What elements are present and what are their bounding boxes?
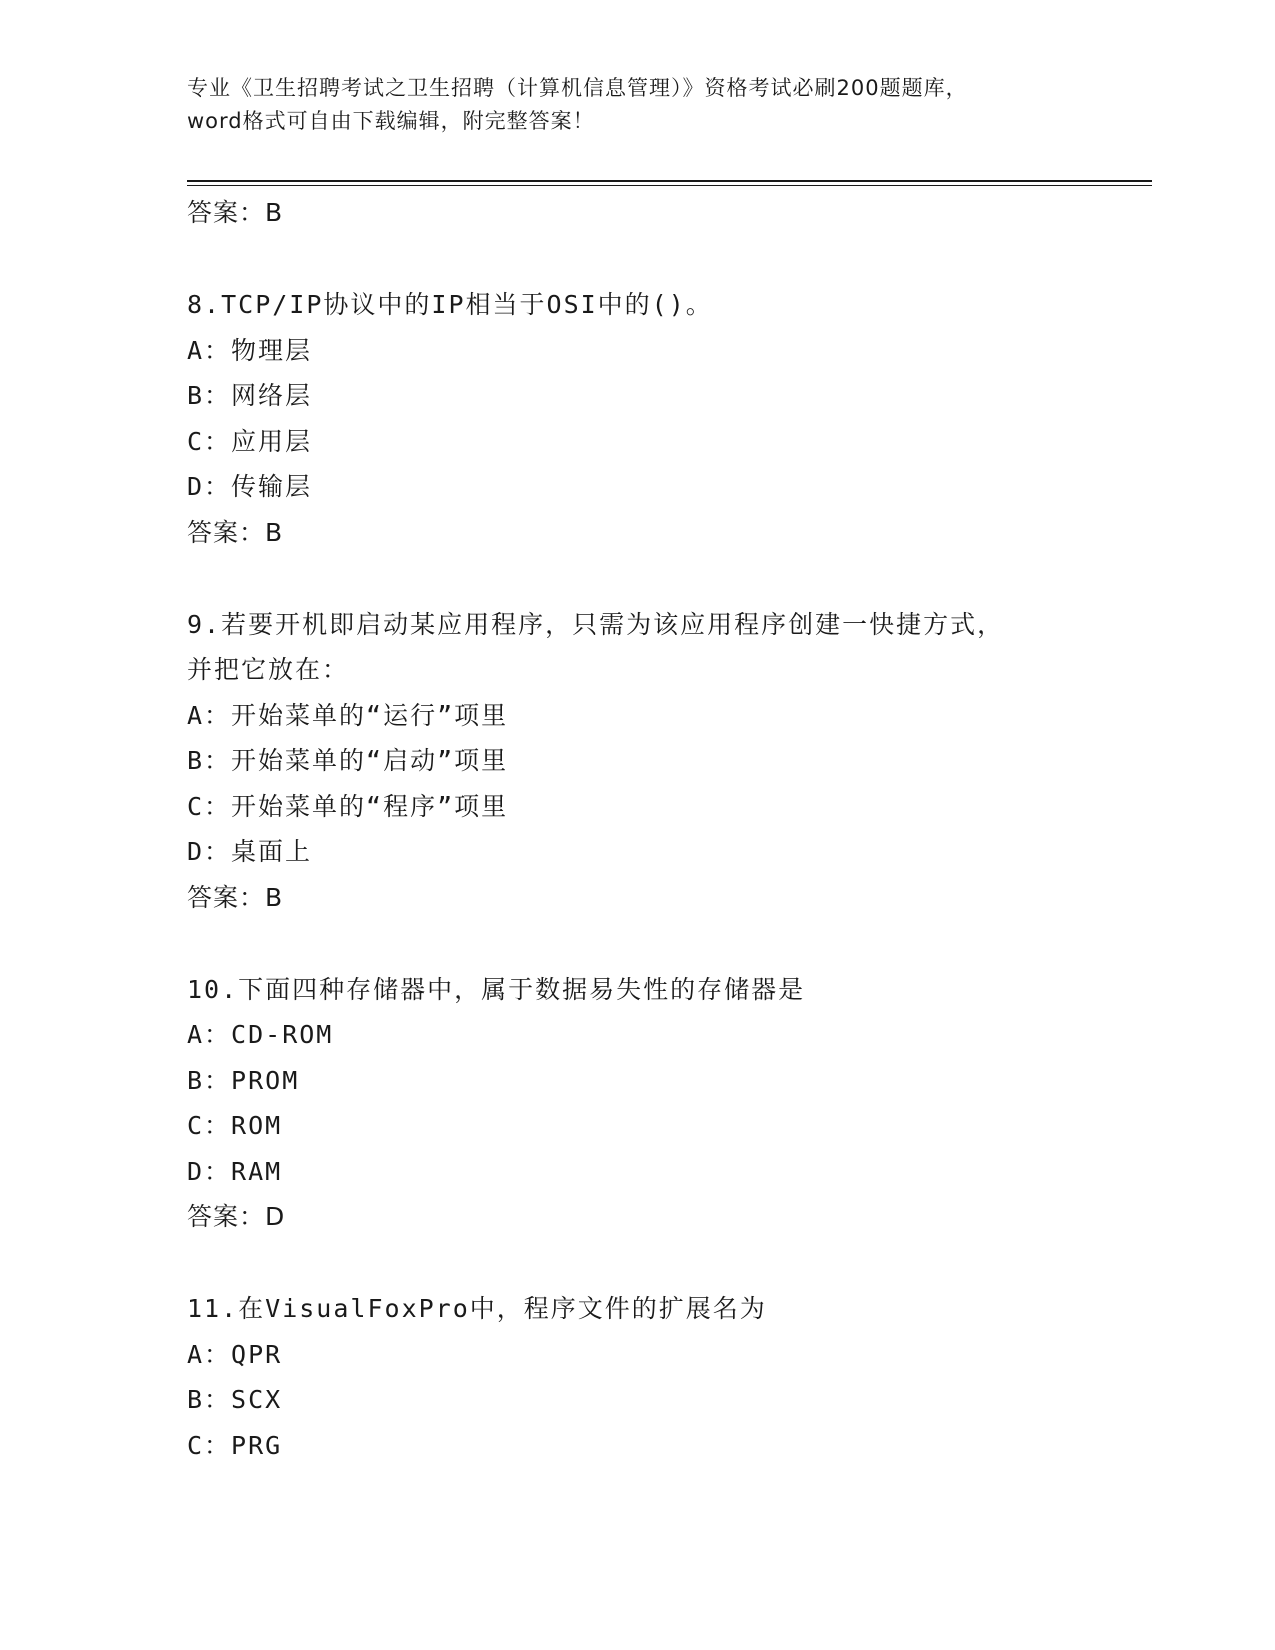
answer-line: 答案：B <box>187 198 284 227</box>
question-10 <box>187 967 1147 1240</box>
answer-line: 答案：B <box>187 882 284 912</box>
question-list <box>187 188 1147 1468</box>
option-c: C：开始菜单的“程序”项里 <box>187 791 509 821</box>
question-9 <box>187 602 1147 920</box>
question-11 <box>187 1286 1147 1468</box>
option-a: A：QPR <box>187 1339 283 1369</box>
option-a: A：物理层 <box>187 335 313 365</box>
option-d: D：RAM <box>187 1156 283 1186</box>
question-text-continued: 并把它放在： <box>187 655 350 684</box>
option-a: A：开始菜单的“运行”项里 <box>187 700 509 730</box>
option-b: B：网络层 <box>187 381 313 410</box>
header-divider-thick <box>187 180 1152 182</box>
answer-line: 答案：B <box>187 517 284 547</box>
document-header <box>187 72 1087 138</box>
option-b: B：PROM <box>187 1065 300 1095</box>
option-c: C：PRG <box>187 1430 283 1460</box>
header-divider-thin <box>187 185 1152 186</box>
answer-line: 答案：D <box>187 1202 286 1231</box>
option-a: A：CD-ROM <box>187 1020 334 1049</box>
option-b: B：SCX <box>187 1385 283 1414</box>
question-8 <box>187 282 1147 555</box>
option-d: D：桌面上 <box>187 837 313 866</box>
question-text: 10.下面四种存储器中，属于数据易失性的存储器是 <box>187 974 806 1004</box>
question-text: 8.TCP/IP协议中的IP相当于OSI中的()。 <box>187 290 713 319</box>
question-text: 9.若要开机即启动某应用程序，只需为该应用程序创建一快捷方式， <box>187 609 1005 639</box>
option-c: C：应用层 <box>187 426 313 456</box>
header-line-2: word格式可自由下载编辑，附完整答案！ <box>187 109 595 133</box>
option-c: C：ROM <box>187 1111 283 1140</box>
option-b: B：开始菜单的“启动”项里 <box>187 746 509 775</box>
option-d: D：传输层 <box>187 472 313 501</box>
header-line-1: 专业《卫生招聘考试之卫生招聘（计算机信息管理）》资格考试必刷200题题库， <box>187 76 968 100</box>
question-text: 11.在VisualFoxPro中，程序文件的扩展名为 <box>187 1294 767 1323</box>
